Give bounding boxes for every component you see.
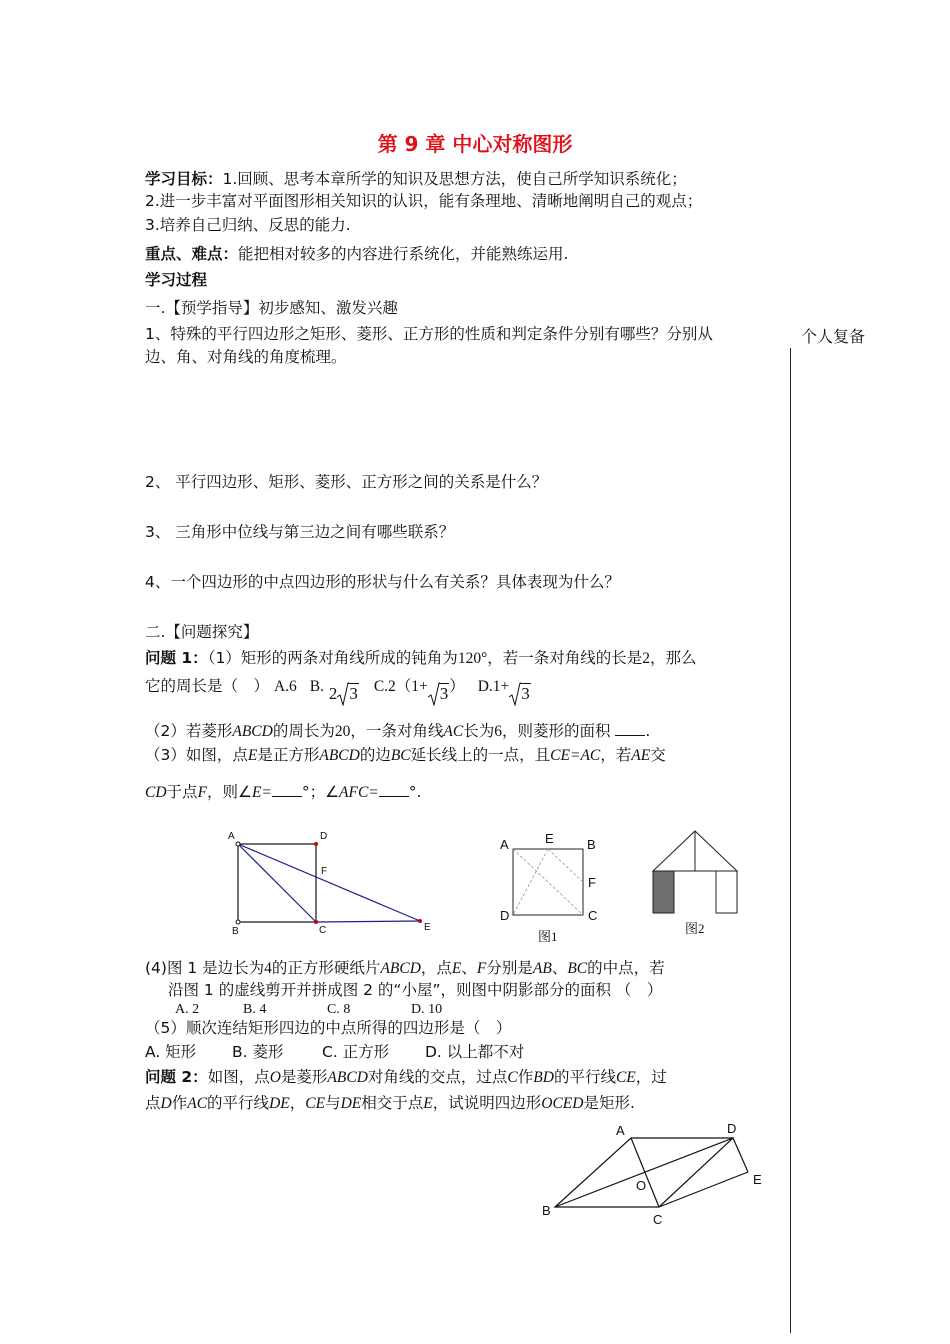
figure-1-caption: 图1 [538,929,558,944]
label-b: B [542,1203,551,1218]
segment-de [733,1138,748,1172]
section2-heading: 二.【问题探究】 [145,623,259,641]
q4-sep: 、 [461,959,477,977]
diagonal-ac [631,1138,659,1207]
q3-text-d: 延长线上的一点，且 [410,746,551,764]
q2-text-c: ，一条对角线 [350,722,444,740]
key-text: 能把相对较多的内容进行系统化，并能熟练运用. [238,245,569,263]
p2-text-f: ，过 [635,1068,667,1086]
problem1-q2 [145,721,650,742]
problem1-line1 [145,648,697,669]
answer-blank[interactable] [272,782,302,797]
p2-text-n: 是矩形. [583,1094,635,1112]
q3-text-g: 于点 [166,783,198,801]
p2-text-e: 的平行线 [553,1068,616,1086]
q3-text-h: ，则∠ [207,783,252,801]
q2-diagonal: 6 [494,723,502,740]
cut-line-ef [548,849,583,882]
q4-sep2: 、 [551,959,568,977]
option-c: C.2（1+ [373,678,428,695]
problem1-q4-line2: 沿图 1 的虚线剪开并拼成图 2 的“小屋”，则图中阴影部分的面积 （ ） [168,981,663,999]
point-e [418,919,422,923]
q4-option-c: C. 8 [327,1002,351,1017]
key-points [145,244,568,264]
answer-blank[interactable] [615,721,645,736]
p2-text-k: 与 [325,1094,341,1112]
label-a: A [616,1123,625,1138]
p2-ce: CE [615,1069,636,1086]
option-d: D.1+ [477,678,510,695]
label-d: D [727,1121,737,1136]
q3-angle-afc: AFC= [339,784,379,801]
p2-text-m: ，试说明四边形 [432,1094,542,1112]
section1-q2: 2、 平行四边形、矩形、菱形、正方形之间的关系是什么？ [145,473,548,491]
label-b: B [587,837,596,852]
q3-text-i: °；∠ [301,783,340,801]
segment-ae [238,844,420,921]
label-e: E [545,831,554,846]
q4-side: 4 [264,960,272,977]
q4-text-c: ，点 [420,959,452,977]
problem2-line1 [145,1067,667,1088]
p2-text-b: 是菱形 [280,1068,328,1086]
p2-de-2: DE [340,1095,362,1112]
q2-text-e: ，则菱形的面积 [501,722,611,740]
label-b: B [232,926,239,935]
section1-heading: 一.【预学指导】初步感知、激发兴趣 [145,299,398,317]
q3-bc: BC [390,747,411,764]
figure-square-extension [220,825,445,935]
p2-d: D [160,1095,172,1112]
q4-option-d: D. 10 [411,1002,443,1017]
figure-2-caption: 图2 [685,921,705,936]
q3-text-e: ，若 [600,746,632,764]
q5-option-c: C. 正方形 [322,1043,390,1061]
q5-option-b: B. 菱形 [232,1043,284,1061]
goals-label: 学习目标： [145,170,223,188]
p2-text-c: 对角线的交点，过点 [367,1068,508,1086]
p2-text-h: 作 [171,1094,188,1112]
diagonal-bd [555,1138,733,1207]
p2-text-a: 如图，点 [207,1068,270,1086]
q4-option-a: A. 2 [175,1002,200,1017]
figure-2 [645,825,745,940]
q4-text-d: 分别是 [486,959,533,977]
segment-ce [316,921,420,922]
point-d [314,842,318,846]
label-d: D [500,908,510,923]
q3-f: F [197,784,208,801]
page-title: 第 9 章 中心对称图形 [377,132,573,156]
p2-c: C [507,1069,518,1086]
section1-q1-line2: 边、角、对角线的角度梳理。 [145,348,347,366]
goals-item-2: 2.进一步丰富对平面图形相关知识的认识，能有条理地、清晰地阐明自己的观点； [145,192,703,210]
q4-abcd: ABCD [380,960,421,977]
section1-q1-line1: 1、特殊的平行四边形之矩形、菱形、正方形的性质和判定条件分别有哪些？分别从 [145,325,713,343]
cut-line-ed [513,849,548,915]
figure-1 [495,828,610,948]
problem1-q3-line1 [145,745,666,766]
label-o: O [636,1178,647,1193]
p2-ce-2: CE [305,1095,326,1112]
p2-o: O [269,1069,281,1086]
problem1-q1-length: 2 [642,650,651,667]
q3-e: E [247,747,258,764]
q2-perimeter: 20 [334,723,351,740]
p2-text-g: 点 [145,1094,161,1112]
q2-text-a: （2）若菱形 [145,722,233,740]
figure-rhombus [535,1115,775,1235]
point-a [236,842,240,846]
goals-item-3: 3.培养自己归纳、反思的能力. [145,216,351,234]
label-c: C [653,1212,663,1227]
problem1-label: 问题 1： [145,649,208,667]
problem1-q4-options [175,1000,442,1020]
q2-text-b: 的周长为 [272,722,335,740]
p2-text-j: ， [289,1094,306,1112]
q4-f: F [476,960,487,977]
shaded-region [653,871,674,913]
radical-icon [337,682,349,706]
q3-text-f: 交 [650,746,666,764]
problem1-q3-line2 [145,782,421,803]
p2-ac: AC [187,1095,208,1112]
q4-e: E [451,960,462,977]
q3-text-c: 的边 [359,746,391,764]
option-c-close: ） [449,677,465,695]
q2-ac: AC [443,723,464,740]
label-f: F [321,866,328,877]
option-b: B. [309,678,324,695]
q4-bc: BC [567,960,588,977]
q4-text-a: (4)图 1 是边长为 [145,959,265,977]
q4-ab: AB [532,960,552,977]
problem1-q1-text-b: ，若一条对角线的长是 [487,649,643,667]
option-a: A.6 [273,678,297,695]
label-e: E [424,922,431,933]
problem1-q1-text-c: ，那么 [650,649,697,667]
segment-ce [659,1172,748,1207]
problem1-q5: （5）顺次连结矩形四边的中点所得的四边形是（ ） [145,1019,512,1037]
p2-abcd: ABCD [327,1069,368,1086]
q4-option-b: B. 4 [243,1002,267,1017]
p2-text-l: 相交于点 [361,1094,424,1112]
diagonal-ac [238,844,316,922]
q4-text-e: 的中点，若 [587,959,665,977]
cut-line-ac [513,849,583,915]
q3-cd: CD [145,784,167,801]
q3-text-j: °. [408,783,422,801]
q3-ce-ac: CE=AC [550,747,601,764]
sqrt-three-b [337,684,359,704]
label-a: A [228,831,235,842]
radical-icon [509,682,521,706]
p2-de: DE [269,1095,290,1112]
q4-text-b: 的正方形硬纸片 [271,959,381,977]
radical-icon [428,682,440,706]
p2-text-d: 作 [517,1068,534,1086]
radicand: 3 [349,684,358,703]
problem1-q1-angle: 120° [457,650,488,667]
margin-divider [790,348,791,1333]
radicand: 3 [439,684,449,703]
q2-end: . [645,722,651,740]
section1-q4: 4、一个四边形的中点四边形的形状与什么有关系？具体表现为什么？ [145,573,620,591]
problem1-q4-line1 [145,958,665,979]
option-b-coef: 2 [328,684,338,703]
p2-e: E [423,1095,433,1112]
margin-note: 个人复备 [801,327,866,346]
q5-option-a: A. 矩形 [145,1043,197,1061]
goals-line-1 [145,169,687,189]
goals-item-1: 1.回顾、思考本章所学的知识及思想方法，使自己所学知识系统化； [222,170,687,188]
label-c: C [319,925,327,935]
q5-option-d: D. 以上都不对 [425,1043,525,1061]
label-f: F [588,875,596,890]
label-c: C [588,908,598,923]
p2-bd: BD [533,1069,554,1086]
q3-text-a: （3）如图，点 [145,746,248,764]
label-e: E [753,1172,762,1187]
right-pillar [716,871,737,913]
radicand: 3 [521,684,530,703]
sqrt-three-c [428,684,450,704]
q3-text-b: 是正方形 [257,746,320,764]
answer-blank[interactable] [379,782,409,797]
p2-oced: OCED [541,1095,584,1112]
process-heading: 学习过程 [145,271,208,289]
q3-abcd: ABCD [319,747,360,764]
section1-q3: 3、 三角形中位线与第三边之间有哪些联系？ [145,523,455,541]
label-d: D [320,831,328,842]
problem2-label: 问题 2： [145,1068,208,1086]
sqrt-three-d [509,684,531,704]
problem1-line2 [145,676,531,703]
problem1-q1-text-a: （1）矩形的两条对角线所成的钝角为 [207,649,458,667]
point-b [236,920,240,924]
problem1-q1-text-d: 它的周长是（ ） [145,677,270,695]
problem1-q5-options [145,1042,524,1062]
point-c [314,920,318,924]
label-a: A [500,837,509,852]
q3-ae: AE [631,747,651,764]
q2-abcd: ABCD [232,723,273,740]
q3-angle-e: E= [251,784,272,801]
key-label: 重点、难点： [145,245,239,263]
problem2-line2 [145,1093,635,1114]
p2-text-i: 的平行线 [207,1094,270,1112]
q2-text-d: 长为 [463,722,495,740]
